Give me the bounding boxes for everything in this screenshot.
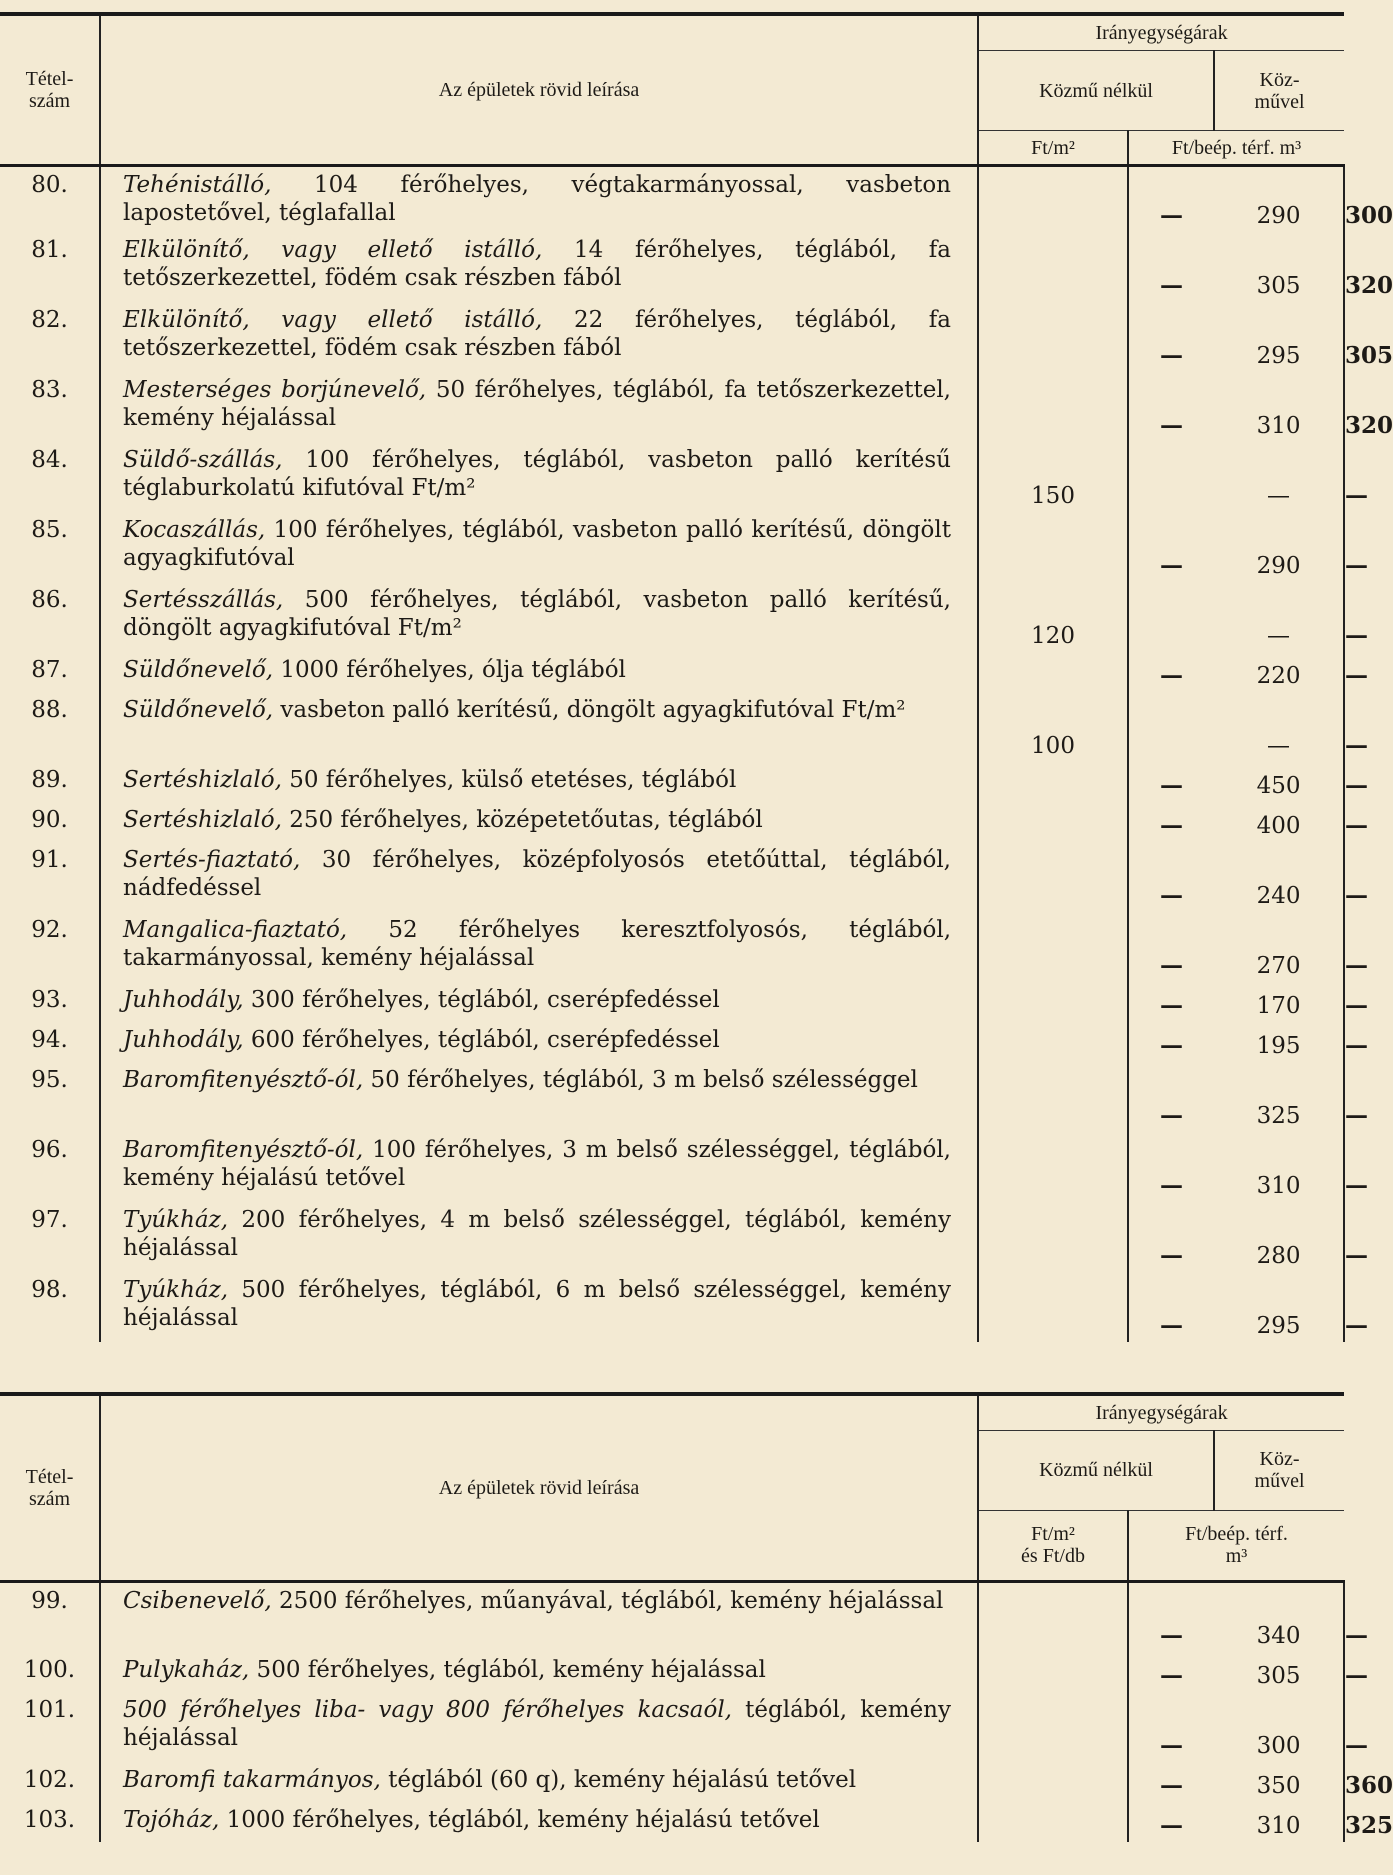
item-number: 92.	[0, 912, 100, 982]
building-name: Sertéshizlaló,	[123, 766, 282, 793]
price-m2-dash: —	[1160, 1731, 1183, 1759]
header-with-utilities: Köz- művel	[1214, 1431, 1344, 1510]
price-m2	[978, 512, 1128, 582]
price-m2	[978, 1652, 1128, 1692]
price-m3: 310	[1214, 1132, 1344, 1202]
table-row: 94. Juhhodály, 600 férőhelyes, téglából, cserépfedéssel — 195 —	[0, 1022, 1344, 1062]
price-m2	[978, 1802, 1128, 1842]
item-description	[100, 1692, 978, 1762]
item-number: 101.	[0, 1692, 100, 1762]
building-details: 100 férőhelyes, téglából, vasbeton palló kerítésű téglaburkolatú kifutóval Ft/m²	[123, 446, 951, 501]
price-m3: —	[1214, 692, 1344, 762]
building-name: Sertéshizlaló,	[123, 806, 282, 833]
item-description	[100, 166, 978, 232]
price-m2	[978, 912, 1128, 982]
building-name: 500 férőhelyes liba- vagy 800 férőhelyes kacsaól,	[123, 1696, 732, 1723]
building-name: Elkülönítő, vagy ellető istálló,	[123, 306, 543, 333]
building-details: 50 férőhelyes, külső etetéses, téglából	[281, 766, 737, 793]
table-body-1	[0, 166, 1393, 1342]
header-unit-m2: Ft/m²	[978, 131, 1128, 166]
price-m2-dash: —	[1160, 1101, 1183, 1129]
item-description	[100, 372, 978, 442]
price-m2-dash: —	[1160, 1171, 1183, 1199]
item-description	[100, 842, 978, 912]
item-number: 102.	[0, 1762, 100, 1802]
building-name: Csibenevelő,	[123, 1588, 272, 1614]
building-name: Tyúkház,	[123, 1206, 229, 1233]
building-details: 500 férőhelyes, téglából, 6 m belső szélességgel, kemény héjalással	[123, 1276, 951, 1331]
building-name: Süldőnevelő,	[123, 696, 274, 723]
building-name: Tyúkház,	[123, 1276, 229, 1303]
price-m2	[978, 762, 1128, 802]
price-m3: 300	[1214, 1692, 1344, 1762]
item-number: 103.	[0, 1802, 100, 1842]
building-name: Sertésszállás,	[123, 586, 284, 613]
building-details: téglából, kemény héjalással	[123, 1696, 951, 1751]
price-m3: 310	[1214, 1802, 1344, 1842]
item-number: 88.	[0, 692, 100, 762]
price-m2-dash: —	[1160, 1661, 1183, 1689]
item-number: 100.	[0, 1652, 100, 1692]
price-m2: 150	[978, 442, 1128, 512]
item-number: 86.	[0, 582, 100, 652]
price-m2-dash: —	[1160, 771, 1183, 799]
item-number: 95.	[0, 1062, 100, 1132]
price-m2-dash	[1128, 442, 1214, 512]
price-m2	[978, 842, 1128, 912]
table-row: 89. Sertéshizlaló, 50 férőhelyes, külső etetéses, téglából — 450 —	[0, 762, 1344, 802]
table-row: 101. 500 férőhelyes liba- vagy 800 férőhelyes kacsaól, téglából, kemény héjalással — 300 —	[0, 1692, 1344, 1762]
price-m2-dash: —	[1160, 1771, 1183, 1799]
price-m2-dash	[1128, 582, 1214, 652]
building-details: 14 férőhelyes, téglából, fa tetőszerkezettel, födém csak részben fából	[123, 236, 951, 291]
building-details: 2500 férőhelyes, műanyával, téglából, kemény héjalással	[271, 1588, 944, 1614]
item-description	[100, 1062, 978, 1132]
header-without-utilities: Közmű nélkül	[978, 1431, 1214, 1510]
price-m3: 240	[1214, 842, 1344, 912]
building-name: Juhhodály,	[123, 1026, 244, 1053]
building-details: 50 férőhelyes, téglából, 3 m belső szélességgel	[363, 1066, 918, 1093]
price-m2-dash: —	[1160, 811, 1183, 839]
table-row: 98. Tyúkház, 500 férőhelyes, téglából, 6 m belső szélességgel, kemény héjalással — 295 —	[0, 1272, 1344, 1342]
building-details: 1000 férőhelyes, téglából, kemény héjalású tetővel	[219, 1806, 820, 1833]
table-row: 83. Mesterséges borjúnevelő, 50 férőhelyes, téglából, fa tetőszerkezettel, kemény héjalással — 310 320	[0, 372, 1344, 442]
item-number: 89.	[0, 762, 100, 802]
item-description	[100, 512, 978, 582]
item-description	[100, 442, 978, 512]
item-description	[100, 1652, 978, 1692]
header-group-prices: Irányegységárak	[978, 1394, 1344, 1431]
item-description	[100, 1132, 978, 1202]
building-name: Tehénistálló,	[123, 172, 272, 198]
price-m2	[978, 652, 1128, 692]
building-details: 50 férőhelyes, téglából, fa tetőszerkezettel, kemény héjalással	[123, 376, 951, 431]
table-row: 90. Sertéshizlaló, 250 férőhelyes, középetetőutas, téglából — 400 —	[0, 802, 1344, 842]
price-m2-dash: —	[1160, 1811, 1183, 1839]
price-m2-dash: —	[1160, 551, 1183, 579]
price-m2-dash: —	[1160, 881, 1183, 909]
item-number: 83.	[0, 372, 100, 442]
item-number: 85.	[0, 512, 100, 582]
building-name: Pulykaház,	[123, 1656, 250, 1683]
price-m2: 120	[978, 582, 1128, 652]
price-m3: —	[1214, 582, 1344, 652]
price-m2-dash: —	[1160, 341, 1183, 369]
price-m3: 290	[1214, 166, 1344, 232]
price-m3: 450	[1214, 762, 1344, 802]
item-number: 84.	[0, 442, 100, 512]
price-m3: 295	[1214, 1272, 1344, 1342]
price-m2-dash	[1128, 692, 1214, 762]
item-number: 80.	[0, 166, 100, 232]
building-name: Süldő-szállás,	[123, 446, 283, 473]
table-row: 81. Elkülönítő, vagy ellető istálló, 14 férőhelyes, téglából, fa tetőszerkezettel, födém csak részben fából — 305 320	[0, 232, 1344, 302]
price-m2	[978, 982, 1128, 1022]
table-row: 88. Süldőnevelő, vasbeton palló kerítésű, döngölt agyagkifutóval Ft/m² 100 — —	[0, 692, 1344, 762]
building-details: téglából (60 q), kemény héjalású tetővel	[380, 1766, 857, 1793]
item-description	[100, 232, 978, 302]
table-row: 96. Baromfitenyésztő-ól, 100 férőhelyes, 3 m belső szélességgel, téglából, kemény héjalású tetővel — 310 —	[0, 1132, 1344, 1202]
header-description: Az épületek rövid leírása	[100, 1394, 978, 1582]
price-m2	[978, 1062, 1128, 1132]
header-item-number: Tétel- szám	[0, 1394, 100, 1582]
item-number: 98.	[0, 1272, 100, 1342]
header-unit-m3: Ft/beép. térf. m³	[1128, 1510, 1344, 1581]
header-unit-m3: Ft/beép. térf. m³	[1128, 131, 1344, 166]
price-m2	[978, 1132, 1128, 1202]
item-description	[100, 982, 978, 1022]
building-name: Elkülönítő, vagy ellető istálló,	[123, 236, 543, 263]
building-name: Mangalica-fiaztató,	[123, 916, 348, 943]
table-row: 86. Sertésszállás, 500 férőhelyes, téglából, vasbeton palló kerítésű, döngölt agyagkifutóval Ft/m² 120 — —	[0, 582, 1344, 652]
item-description	[100, 1802, 978, 1842]
price-table-1	[0, 12, 1393, 1342]
price-m3: 310	[1214, 372, 1344, 442]
price-m2	[978, 1582, 1128, 1652]
building-details: 250 férőhelyes, középetetőutas, téglából	[281, 806, 763, 833]
price-m2-dash: —	[1160, 1621, 1183, 1649]
item-number: 90.	[0, 802, 100, 842]
building-name: Kocaszállás,	[123, 516, 266, 543]
price-m3: 170	[1214, 982, 1344, 1022]
table-row: 99. Csibenevelő, 2500 férőhelyes, műanyával, téglából, kemény héjalással — 340 —	[0, 1582, 1344, 1652]
price-m3: 340	[1214, 1582, 1344, 1652]
building-details: 30 férőhelyes, középfolyosós etetőúttal, téglából, nádfedéssel	[123, 846, 951, 901]
price-m2-dash: —	[1160, 661, 1183, 689]
building-details: 500 férőhelyes, téglából, kemény héjalással	[249, 1656, 766, 1683]
price-m2-dash: —	[1160, 1241, 1183, 1269]
building-details: 100 férőhelyes, 3 m belső szélességgel, téglából, kemény héjalású tetővel	[123, 1136, 951, 1191]
header-with-utilities: Köz- művel	[1214, 51, 1344, 131]
price-m2	[978, 1762, 1128, 1802]
item-description	[100, 1022, 978, 1062]
building-name: Baromfitenyésztő-ól,	[123, 1136, 364, 1163]
table-row: 92. Mangalica-fiaztató, 52 férőhelyes keresztfolyosós, téglából, takarmányossal, kemény héjalással — 270 —	[0, 912, 1344, 982]
price-m2-dash: —	[1160, 411, 1183, 439]
table-row: 87. Süldőnevelő, 1000 férőhelyes, ólja téglából — 220 —	[0, 652, 1344, 692]
price-m2-dash: —	[1160, 271, 1183, 299]
building-name: Tojóház,	[123, 1806, 220, 1833]
building-details: 104 férőhelyes, végtakarmányossal, vasbeton lapostetővel, téglafallal	[123, 172, 951, 226]
building-name: Mesterséges borjúnevelő,	[123, 376, 427, 403]
price-m2	[978, 1692, 1128, 1762]
table-row: 82. Elkülönítő, vagy ellető istálló, 22 férőhelyes, téglából, fa tetőszerkezettel, födém csak részben fából — 295 305	[0, 302, 1344, 372]
table-row: 97. Tyúkház, 200 férőhelyes, 4 m belső szélességgel, téglából, kemény héjalással — 280 —	[0, 1202, 1344, 1272]
price-m3: —	[1214, 442, 1344, 512]
item-number: 87.	[0, 652, 100, 692]
item-number: 99.	[0, 1582, 100, 1652]
price-m3: 195	[1214, 1022, 1344, 1062]
header-without-utilities: Közmű nélkül	[978, 51, 1214, 131]
building-name: Süldőnevelő,	[123, 656, 274, 683]
header-unit-m2-db: Ft/m² és Ft/db	[978, 1510, 1128, 1581]
price-m3: 305	[1214, 232, 1344, 302]
building-details: 22 férőhelyes, téglából, fa tetőszerkezettel, födém csak részben fából	[123, 306, 951, 361]
building-details: 600 férőhelyes, téglából, cserépfedéssel	[243, 1026, 720, 1053]
table-row: 93. Juhhodály, 300 férőhelyes, téglából, cserépfedéssel — 170 —	[0, 982, 1344, 1022]
item-number: 91.	[0, 842, 100, 912]
building-details: 200 férőhelyes, 4 m belső szélességgel, téglából, kemény héjalással	[123, 1206, 951, 1261]
building-details: 1000 férőhelyes, ólja téglából	[273, 656, 626, 683]
building-name: Sertés-fiaztató,	[123, 846, 301, 873]
table-row: 85. Kocaszállás, 100 férőhelyes, téglából, vasbeton palló kerítésű, döngölt agyagkifutóval — 290 —	[0, 512, 1344, 582]
item-description	[100, 802, 978, 842]
price-m3: 350	[1214, 1762, 1344, 1802]
item-number: 94.	[0, 1022, 100, 1062]
item-number: 81.	[0, 232, 100, 302]
price-m2-dash: —	[1160, 1031, 1183, 1059]
item-description	[100, 582, 978, 652]
price-m2-dash: —	[1160, 201, 1183, 229]
table-row: 103. Tojóház, 1000 férőhelyes, téglából, kemény héjalású tetővel — 310 325	[0, 1802, 1344, 1842]
item-description	[100, 1582, 978, 1652]
building-details: 300 férőhelyes, téglából, cserépfedéssel	[243, 986, 720, 1013]
header-description: Az épületek rövid leírása	[100, 14, 978, 166]
table-row: 80. Tehénistálló, 104 férőhelyes, végtakarmányossal, vasbeton lapostetővel, téglafallal — 290 300	[0, 166, 1344, 232]
header-group-prices: Irányegységárak	[978, 14, 1344, 51]
item-number: 96.	[0, 1132, 100, 1202]
table-row: 100. Pulykaház, 500 férőhelyes, téglából, kemény héjalással — 305 —	[0, 1652, 1344, 1692]
building-details: 52 férőhelyes keresztfolyosós, téglából, takarmányossal, kemény héjalással	[123, 916, 951, 971]
price-m2	[978, 166, 1128, 232]
item-description	[100, 1272, 978, 1342]
item-description	[100, 1762, 978, 1802]
building-details: 500 férőhelyes, téglából, vasbeton palló kerítésű, döngölt agyagkifutóval Ft/m²	[123, 586, 951, 641]
building-details: 100 férőhelyes, téglából, vasbeton palló kerítésű, döngölt agyagkifutóval	[123, 516, 951, 571]
item-description	[100, 1202, 978, 1272]
price-m2-dash: —	[1160, 991, 1183, 1019]
building-name: Baromfi takarmányos,	[123, 1766, 381, 1793]
table-row: 84. Süldő-szállás, 100 férőhelyes, téglából, vasbeton palló kerítésű téglaburkolatú kifutóval Ft/m² 150 — —	[0, 442, 1344, 512]
header-item-number: Tétel- szám	[0, 14, 100, 166]
item-description	[100, 302, 978, 372]
price-m3: 325	[1214, 1062, 1344, 1132]
building-name: Baromfitenyésztő-ól,	[123, 1066, 364, 1093]
item-description	[100, 762, 978, 802]
price-m3: 220	[1214, 652, 1344, 692]
table-row: 91. Sertés-fiaztató, 30 férőhelyes, középfolyosós etetőúttal, téglából, nádfedéssel — 240 —	[0, 842, 1344, 912]
price-m2	[978, 802, 1128, 842]
price-m2-dash: —	[1160, 1311, 1183, 1339]
price-table-2	[0, 1392, 1393, 1842]
item-number: 93.	[0, 982, 100, 1022]
price-m3: 400	[1214, 802, 1344, 842]
item-number: 82.	[0, 302, 100, 372]
price-m3: 270	[1214, 912, 1344, 982]
item-description	[100, 692, 978, 762]
building-name: Juhhodály,	[123, 986, 244, 1013]
item-description	[100, 652, 978, 692]
price-m2	[978, 1272, 1128, 1342]
price-m3: 280	[1214, 1202, 1344, 1272]
price-m3: 290	[1214, 512, 1344, 582]
price-m2	[978, 302, 1128, 372]
price-m2: 100	[978, 692, 1128, 762]
price-m2	[978, 1022, 1128, 1062]
price-m2-dash: —	[1160, 951, 1183, 979]
item-number: 97.	[0, 1202, 100, 1272]
item-description	[100, 912, 978, 982]
price-m3: 295	[1214, 302, 1344, 372]
table-row: 95. Baromfitenyésztő-ól, 50 férőhelyes, téglából, 3 m belső szélességgel — 325 —	[0, 1062, 1344, 1132]
table-row: 102. Baromfi takarmányos, téglából (60 q), kemény héjalású tetővel — 350 360	[0, 1762, 1344, 1802]
price-m2	[978, 232, 1128, 302]
table-body-2	[0, 1582, 1393, 1842]
building-details: vasbeton palló kerítésű, döngölt agyagkifutóval Ft/m²	[273, 696, 906, 723]
price-m2	[978, 372, 1128, 442]
price-m2	[978, 1202, 1128, 1272]
price-m3: 305	[1214, 1652, 1344, 1692]
